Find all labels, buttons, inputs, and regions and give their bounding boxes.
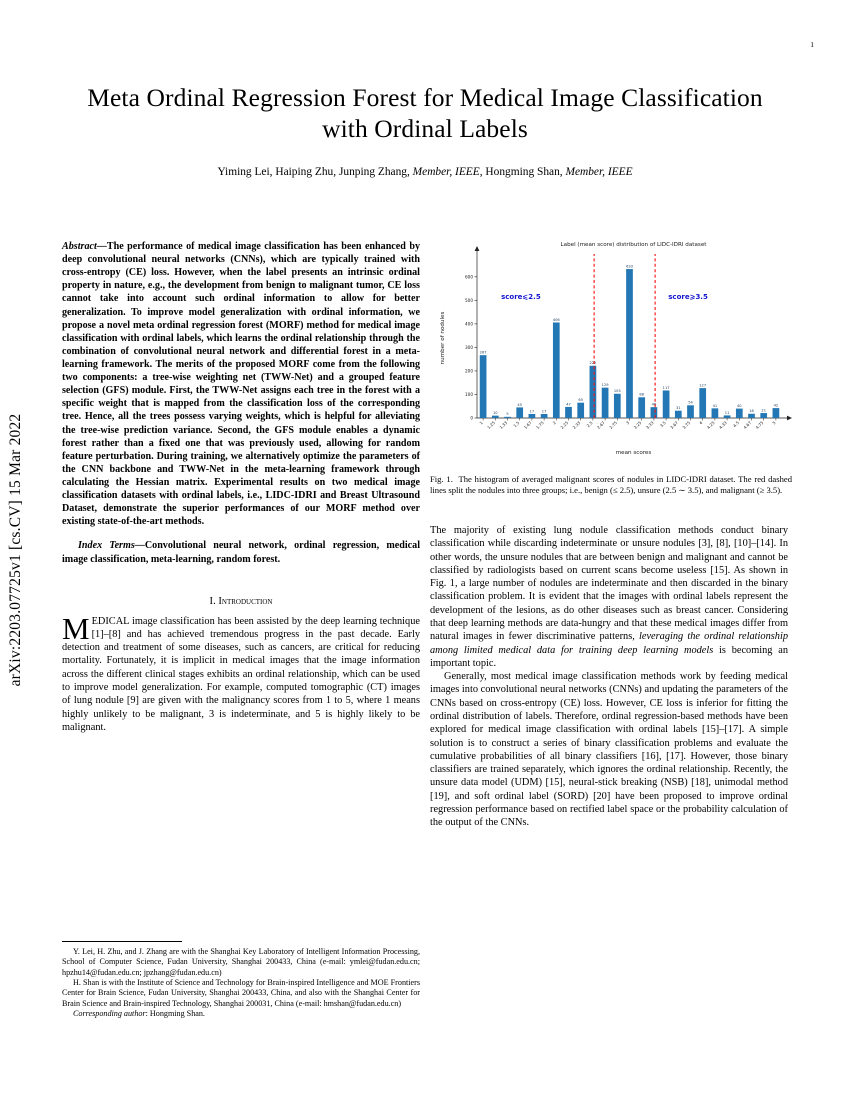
title-block (62, 82, 788, 178)
svg-text:88: 88 (639, 392, 644, 397)
arxiv-stamp-text: arXiv:2203.07725v1 [cs.CV] 15 Mar 2022 (7, 413, 24, 687)
svg-text:0: 0 (470, 415, 473, 421)
svg-text:300: 300 (465, 345, 473, 351)
svg-text:65: 65 (578, 398, 583, 403)
svg-text:1.67: 1.67 (522, 420, 533, 431)
svg-text:4.5: 4.5 (731, 420, 741, 429)
svg-text:40: 40 (737, 403, 742, 408)
right-paragraph-1-wrap (430, 524, 788, 829)
svg-text:267: 267 (479, 350, 487, 355)
index-terms-label: Index Terms— (78, 540, 145, 552)
page-number: 1 (810, 40, 814, 49)
svg-text:5: 5 (771, 420, 777, 426)
svg-text:500: 500 (465, 297, 473, 303)
svg-text:2.5: 2.5 (585, 420, 594, 429)
svg-text:2.67: 2.67 (595, 420, 606, 431)
svg-text:1.33: 1.33 (498, 420, 509, 431)
right-paragraph-1-italic: leveraging the ordinal relationship among limited medical data for training deep learning models (430, 631, 788, 656)
svg-text:4.67: 4.67 (742, 420, 753, 431)
svg-text:Label (mean score) distributio: Label (mean score) distribution of LIDC-IDRI dataset (560, 242, 707, 248)
svg-text:2.33: 2.33 (571, 420, 582, 431)
index-terms (62, 539, 420, 565)
figure-caption (430, 474, 792, 496)
svg-text:10: 10 (493, 411, 498, 416)
svg-text:31: 31 (676, 406, 681, 411)
svg-text:17: 17 (529, 409, 535, 414)
svg-text:45: 45 (517, 402, 522, 407)
svg-text:11: 11 (724, 410, 730, 415)
svg-text:18: 18 (749, 409, 754, 414)
section-heading-introduction: I. Introduction (209, 595, 273, 607)
introduction-paragraph-1-text: EDICAL image classification has been assisted by the deep learning technique [1]–[8] and has achieved tremendous progress in the past decade. Early detection and treatment of some diseases, such as cancers, are critical for reducing mortality. Fortunately, it is implicit in medical images that the image information across the different clinical stages exhibits an ordinal relationship, which can be used to improve model generalization. For example, computed tomographic (CT) images of lung nodule [9] are given with the malignancy scores from 1 to 5, where 1 means highly unlikely to be malignant, 3 is indeterminate, and 5 is highly likely to be malignant. (62, 615, 420, 733)
histogram-svg (430, 236, 792, 468)
arxiv-stamp (0, 0, 34, 1100)
svg-text:600: 600 (465, 274, 473, 280)
footnote-line-2: H. Shan is with the Institute of Science and Technology for Brain-inspired Intelligence and MOE Frontiers Center for Brain Science, Fudan University, Shanghai 200433, China, and also with the Shanghai Center for Brain Science and Brain-inspired Technology, Shanghai 200031, China (e-mail: hmshan@fudan.edu.cn) (62, 978, 420, 1008)
svg-text:117: 117 (662, 385, 670, 390)
svg-text:2.25: 2.25 (559, 420, 570, 431)
svg-text:21: 21 (761, 408, 766, 413)
svg-text:17: 17 (541, 409, 547, 414)
figure-caption-label: Fig. 1. (430, 474, 453, 484)
right-column (430, 524, 788, 829)
drop-cap: M (62, 610, 90, 646)
figure-caption-text: The histogram of averaged malignant scores of nodules in LIDC-IDRI dataset. The red dashed lines split the nodules into three groups; i.e., benign (≤ 2.5), unsure (2.5 ∼ 3.5), and malignant (≥ 3.5). (430, 474, 792, 496)
svg-text:3.33: 3.33 (644, 420, 655, 431)
svg-text:222: 222 (589, 361, 597, 366)
svg-text:129: 129 (601, 383, 609, 388)
svg-text:41: 41 (712, 403, 718, 408)
svg-text:127: 127 (699, 383, 707, 388)
svg-text:103: 103 (613, 389, 621, 394)
authors-mid: , Hongming Shan, (479, 166, 566, 179)
abstract-label: Abstract— (62, 241, 107, 252)
svg-text:633: 633 (626, 264, 633, 269)
abstract-text: The performance of medical image classification has been enhanced by deep convolutional neural networks (CNNs), which are typically trained with cross-entropy (CE) loss. However, when the label presents an intrinsic ordinal property in nature, e.g., the development from benign to malignant tumor, CE loss cannot take into account such ordinal information to allow for better generalization. To improve model generalization with ordinal information, we propose a novel meta ordinal regression forest (MORF) method for medical image classification with ordinal labels, which learns the ordinal relationship through the combination of convolutional neural network and differential forest in a meta-learning framework. The merits of the proposed MORF come from the following two components: a tree-wise weighting net (TWW-Net) and a grouped feature selection (GFS) module. First, the TWW-Net assigns each tree in the forest with a specific weight that is mapped from the classification loss of the corresponding tree. Hence, all the trees possess varying weights, which is helpful for alleviating the tree-wise prediction variance. Second, the GFS module enables a dynamic forest rather than a fixed one that was previously used, allowing for random feature perturbation. During training, we alternatively optimize the parameters of the CNN backbone and TWW-Net in the meta-learning framework through calculating the Hessian matrix. Experimental results on two medical image classification datasets with ordinal labels, i.e., LIDC-IDRI and Breast Ultrasound Dataset, demonstrate the superior performances of our MORF method over existing state-of-the-art methods. (62, 241, 420, 528)
svg-text:54: 54 (688, 400, 693, 405)
footnote-block (62, 947, 420, 1019)
svg-text:3.5: 3.5 (658, 420, 667, 429)
right-paragraph-1-tail: is becoming an important topic. (430, 644, 788, 669)
svg-text:score⩽2.5: score⩽2.5 (501, 293, 541, 302)
svg-text:4: 4 (698, 420, 704, 426)
svg-text:100: 100 (465, 392, 473, 398)
right-paragraph-1 (430, 524, 788, 670)
author-membership-2: Member, IEEE (565, 166, 633, 179)
index-terms-text: Convolutional neural network, ordinal regression, medical image classification, meta-learning, random forest. (62, 540, 420, 565)
svg-text:200: 200 (465, 368, 473, 374)
footnote-line-1: Y. Lei, H. Zhu, and J. Zhang are with the Shanghai Key Laboratory of Intelligent Information Processing, School of Computer Science, Fudan University, Shanghai 200433, China (e-mail: ymlei@fudan.edu.cn; hpzhu14@fudan.edu.cn; jpzhang@fudan.edu.cn) (62, 947, 420, 977)
svg-text:4.25: 4.25 (705, 420, 716, 431)
footnote-rule (62, 941, 182, 942)
svg-text:4.33: 4.33 (717, 420, 728, 431)
histogram-chart (430, 236, 792, 468)
introduction-paragraph-1 (62, 610, 420, 735)
svg-text:number of nodules: number of nodules (440, 311, 446, 365)
footnote-line-3 (62, 1009, 420, 1019)
right-paragraph-1-text: The majority of existing lung nodule classification methods conduct binary classification while discarding indeterminate or unsure nodules [3], [8], [10]–[14]. In other words, the unsure nodules that are between benign and malignant and cannot be classified by radiologists based on current scans become useless [15]. As shown in Fig. 1, a large number of nodules are indeterminate and then discarded in the binary classification problem. It is evident that the images with ordinal labels represent the development of the lesions, as do other diseases such as breast cancer. Considering that deep learning methods are data-hungry and that these medical images differ from natural images in fewer discriminative patterns, (430, 525, 788, 643)
figure-1 (430, 236, 792, 496)
svg-text:1.75: 1.75 (534, 420, 545, 431)
svg-text:3.67: 3.67 (669, 420, 680, 431)
svg-text:400: 400 (465, 321, 473, 327)
authors-prefix: Yiming Lei, Haiping Zhu, Junping Zhang, (217, 166, 413, 179)
author-list (62, 166, 788, 178)
author-membership-1: Member, IEEE (412, 166, 480, 179)
svg-text:3.75: 3.75 (681, 420, 692, 431)
svg-text:1.5: 1.5 (512, 420, 521, 429)
svg-text:score⩾3.5: score⩾3.5 (668, 293, 708, 302)
svg-text:5: 5 (506, 412, 509, 417)
corresponding-author-name: : Hongming Shan. (145, 1009, 205, 1019)
right-paragraph-2: Generally, most medical image classification methods work by feeding medical images into convolutional neural networks (CNNs) and updating the parameters of the CNNs based on cross-entropy (CE) loss. However, CE loss is inferior for fitting the ordinal distribution of labels. Therefore, ordinal regression-based methods have been explored for medical image classification with ordinal labels [15]–[17]. A simple solution is to construct a series of binary classification problems and evaluate the cumulative probabilities of all binary classifiers [16], [17]. However, those binary classifiers are trained separately, which ignores the ordinal relationship. Recently, the unsure data model (UDM) [15], neural-stick breaking (NSB) [18], unimodal method [19], and soft ordinal label (SORD) [20] have been proposed to improve ordinal regression performance based on rectified label space or the probability calculation of the output of the CNNs. (430, 671, 788, 829)
svg-text:3: 3 (624, 420, 631, 426)
svg-text:4.75: 4.75 (754, 420, 765, 431)
svg-text:406: 406 (552, 317, 560, 322)
page-title: Meta Ordinal Regression Forest for Medical Image Classification with Ordinal Labels (87, 83, 763, 144)
svg-text:2: 2 (551, 420, 558, 426)
svg-text:3.25: 3.25 (632, 420, 643, 431)
svg-text:1: 1 (478, 420, 484, 426)
svg-text:47: 47 (566, 402, 571, 407)
svg-text:46: 46 (651, 402, 657, 407)
corresponding-author-label: Corresponding author (73, 1009, 146, 1019)
svg-text:42: 42 (773, 403, 779, 408)
svg-text:1.25: 1.25 (486, 420, 497, 431)
svg-text:2.75: 2.75 (608, 420, 619, 431)
left-column (62, 240, 420, 734)
svg-text:mean scores: mean scores (615, 450, 652, 456)
abstract (62, 240, 420, 528)
